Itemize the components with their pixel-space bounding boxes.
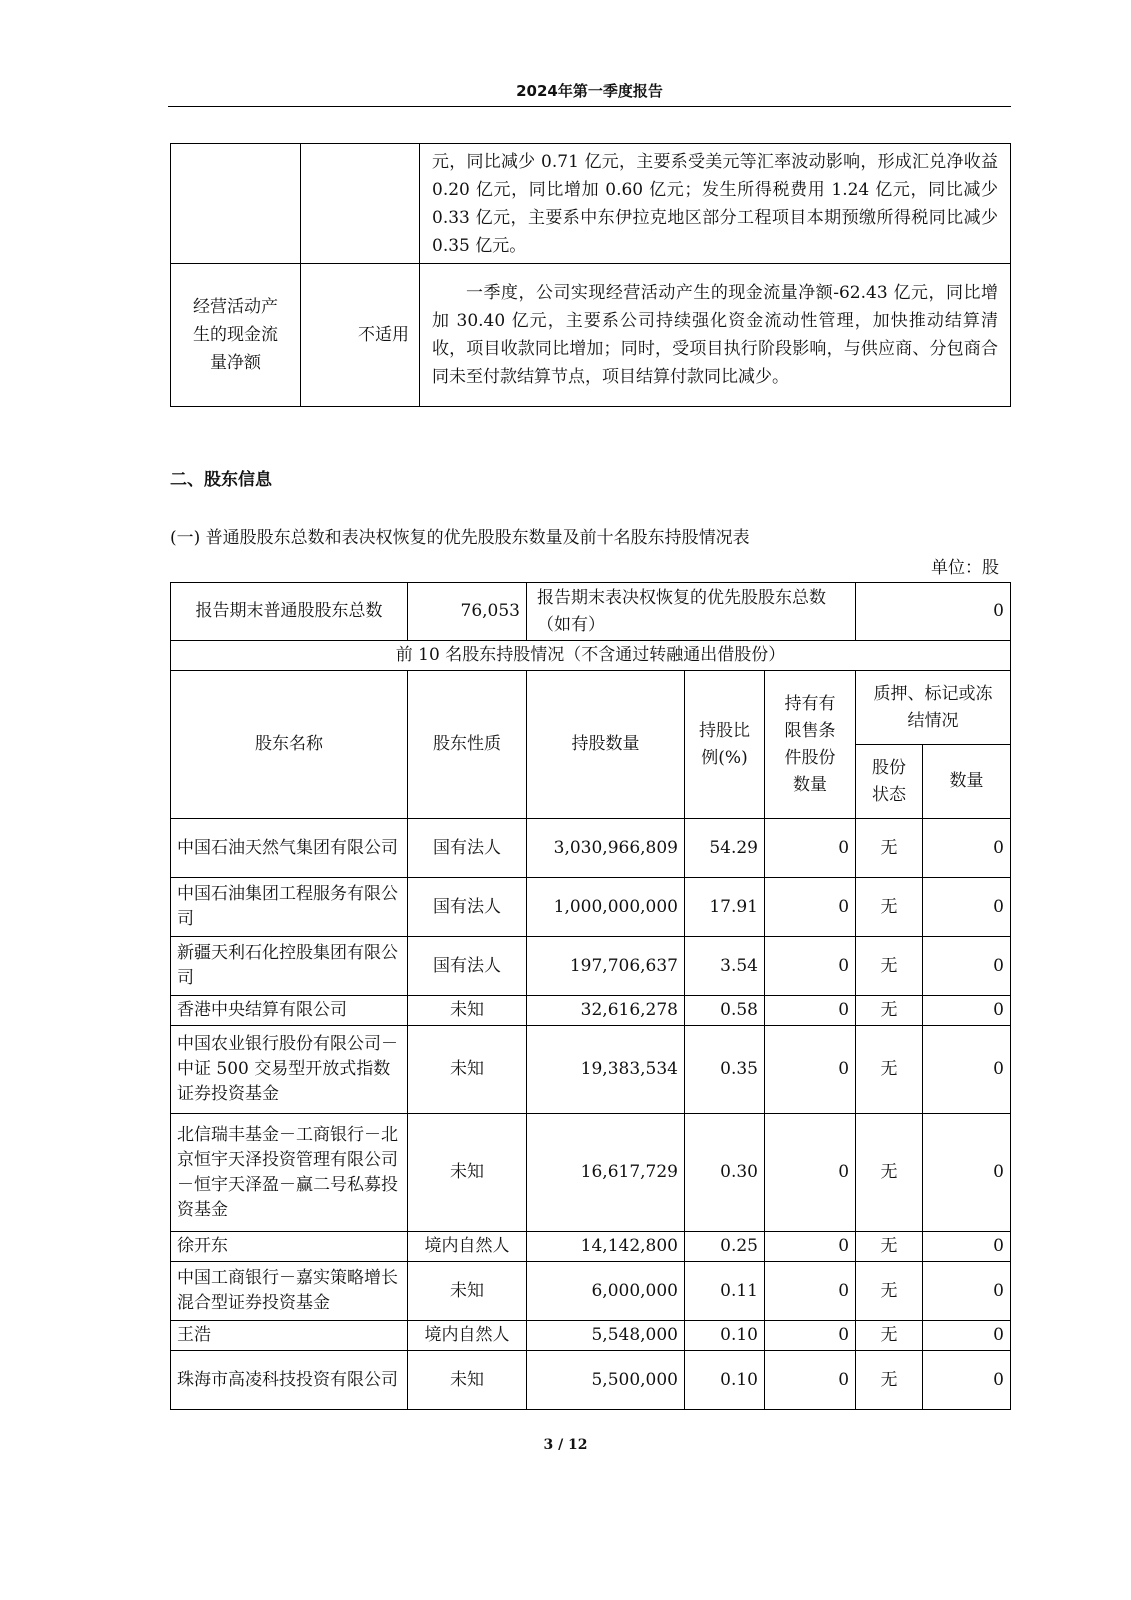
page-header-title: 2024年第一季度报告 <box>516 82 663 100</box>
holder-restricted: 0 <box>765 878 856 937</box>
table-row <box>171 937 1011 996</box>
holder-restricted: 0 <box>765 819 856 878</box>
holder-quantity: 0 <box>923 1232 1011 1262</box>
unit-label: 单位：股 <box>931 558 999 578</box>
holder-quantity: 0 <box>923 996 1011 1026</box>
holder-status: 无 <box>856 1262 923 1321</box>
holder-name: 中国石油集团工程服务有限公司 <box>171 878 408 937</box>
total-holders-label: 报告期末普通股股东总数 <box>171 583 408 641</box>
holder-restricted: 0 <box>765 996 856 1026</box>
table-row <box>171 996 1011 1026</box>
holder-quantity: 0 <box>923 1026 1011 1114</box>
col-header-shares: 持股数量 <box>527 671 685 819</box>
holder-quantity: 0 <box>923 878 1011 937</box>
holder-quantity: 0 <box>923 937 1011 996</box>
holder-shares: 14,142,800 <box>527 1232 685 1262</box>
section-subtitle: (一) 普通股股东总数和表决权恢复的优先股股东数量及前十名股东持股情况表 <box>170 528 750 548</box>
header-row <box>171 671 1011 745</box>
table-row <box>171 264 1011 407</box>
holder-shares: 19,383,534 <box>527 1026 685 1114</box>
summary-row <box>171 583 1011 641</box>
holder-shares: 3,030,966,809 <box>527 819 685 878</box>
holder-ratio: 0.30 <box>685 1114 765 1232</box>
holder-name: 王浩 <box>171 1321 408 1351</box>
holder-status: 无 <box>856 1351 923 1410</box>
holder-shares: 6,000,000 <box>527 1262 685 1321</box>
holder-status: 无 <box>856 937 923 996</box>
holder-quantity: 0 <box>923 1262 1011 1321</box>
table-row <box>171 1026 1011 1114</box>
col-header-nature: 股东性质 <box>408 671 527 819</box>
table-row <box>171 144 1011 264</box>
col-header-restricted: 持有有限售条件股份数量 <box>765 671 856 819</box>
holder-name: 中国石油天然气集团有限公司 <box>171 819 408 878</box>
holder-nature: 未知 <box>408 996 527 1026</box>
holder-ratio: 0.25 <box>685 1232 765 1262</box>
col-header-ratio: 持股比例(%) <box>685 671 765 819</box>
header-rule <box>168 106 1011 107</box>
holder-status: 无 <box>856 1114 923 1232</box>
holder-name: 珠海市高凌科技投资有限公司 <box>171 1351 408 1410</box>
holder-ratio: 17.91 <box>685 878 765 937</box>
holder-shares: 32,616,278 <box>527 996 685 1026</box>
table-row <box>171 878 1011 937</box>
shareholders-table <box>170 582 1011 1410</box>
item-cell: 经营活动产生的现金流量净额 <box>171 264 301 407</box>
col-header-status: 股份状态 <box>856 745 923 819</box>
holder-quantity: 0 <box>923 1351 1011 1410</box>
holder-nature: 境内自然人 <box>408 1232 527 1262</box>
holder-name: 中国农业银行股份有限公司－中证 500 交易型开放式指数证券投资基金 <box>171 1026 408 1114</box>
preferred-holders-value: 0 <box>856 583 1011 641</box>
holder-nature: 国有法人 <box>408 819 527 878</box>
holder-shares: 5,548,000 <box>527 1321 685 1351</box>
holder-status: 无 <box>856 878 923 937</box>
holder-nature: 境内自然人 <box>408 1321 527 1351</box>
holder-shares: 1,000,000,000 <box>527 878 685 937</box>
holder-restricted: 0 <box>765 1232 856 1262</box>
holder-restricted: 0 <box>765 1351 856 1410</box>
section-title: 二、股东信息 <box>170 470 272 490</box>
table-row <box>171 1351 1011 1410</box>
holder-ratio: 0.35 <box>685 1026 765 1114</box>
holder-quantity: 0 <box>923 1114 1011 1232</box>
holder-status: 无 <box>856 1232 923 1262</box>
holder-shares: 16,617,729 <box>527 1114 685 1232</box>
holder-restricted: 0 <box>765 937 856 996</box>
holder-status: 无 <box>856 819 923 878</box>
page-number: 3 / 12 <box>543 1437 588 1453</box>
col-header-quantity: 数量 <box>923 745 1011 819</box>
holder-restricted: 0 <box>765 1321 856 1351</box>
holder-shares: 5,500,000 <box>527 1351 685 1410</box>
col-header-pledge: 质押、标记或冻结情况 <box>856 671 1011 745</box>
ratio-cell-empty <box>301 144 420 264</box>
holder-shares: 197,706,637 <box>527 937 685 996</box>
holder-ratio: 0.10 <box>685 1321 765 1351</box>
holder-status: 无 <box>856 1026 923 1114</box>
income-explanation-table <box>170 143 1011 407</box>
holder-nature: 未知 <box>408 1026 527 1114</box>
holder-name: 中国工商银行－嘉实策略增长混合型证券投资基金 <box>171 1262 408 1321</box>
holder-ratio: 0.58 <box>685 996 765 1026</box>
holder-status: 无 <box>856 996 923 1026</box>
table-row <box>171 1262 1011 1321</box>
explanation-cell: 元，同比减少 0.71 亿元，主要系受美元等汇率波动影响，形成汇兑净收益 0.20 亿元，同比增加 0.60 亿元；发生所得税费用 1.24 亿元，同比减少 0.33 亿元，主要系中东伊拉克地区部分工程项目本期预缴所得税同比减少 0.35 亿元。 <box>420 144 1011 264</box>
explanation-cell: 一季度，公司实现经营活动产生的现金流量净额-62.43 亿元，同比增加 30.40 亿元，主要系公司持续强化资金流动性管理，加快推动结算清收，项目收款同比增加；同时，受项目执行阶段影响，与供应商、分包商合同未至付款结算节点，项目结算付款同比减少。 <box>420 264 1011 407</box>
holder-nature: 未知 <box>408 1262 527 1321</box>
holder-ratio: 3.54 <box>685 937 765 996</box>
ratio-cell: 不适用 <box>301 264 420 407</box>
table-row <box>171 1232 1011 1262</box>
holder-quantity: 0 <box>923 819 1011 878</box>
holder-restricted: 0 <box>765 1114 856 1232</box>
total-holders-value: 76,053 <box>408 583 527 641</box>
table-row <box>171 819 1011 878</box>
holder-name: 北信瑞丰基金－工商银行－北京恒宇天泽投资管理有限公司－恒宇天泽盈－赢二号私募投资基金 <box>171 1114 408 1232</box>
holder-ratio: 0.11 <box>685 1262 765 1321</box>
holder-ratio: 0.10 <box>685 1351 765 1410</box>
holder-name: 香港中央结算有限公司 <box>171 996 408 1026</box>
caption-row <box>171 641 1011 671</box>
holder-nature: 国有法人 <box>408 878 527 937</box>
table-row <box>171 1321 1011 1351</box>
holder-status: 无 <box>856 1321 923 1351</box>
holder-quantity: 0 <box>923 1321 1011 1351</box>
col-header-name: 股东名称 <box>171 671 408 819</box>
top10-caption: 前 10 名股东持股情况（不含通过转融通出借股份） <box>171 641 1011 671</box>
holder-name: 新疆天利石化控股集团有限公司 <box>171 937 408 996</box>
holder-ratio: 54.29 <box>685 819 765 878</box>
holder-name: 徐开东 <box>171 1232 408 1262</box>
holder-restricted: 0 <box>765 1026 856 1114</box>
item-cell-empty <box>171 144 301 264</box>
table-row <box>171 1114 1011 1232</box>
holder-restricted: 0 <box>765 1262 856 1321</box>
holder-nature: 未知 <box>408 1351 527 1410</box>
holder-nature: 未知 <box>408 1114 527 1232</box>
holder-nature: 国有法人 <box>408 937 527 996</box>
preferred-holders-label: 报告期末表决权恢复的优先股股东总数（如有） <box>527 583 856 641</box>
